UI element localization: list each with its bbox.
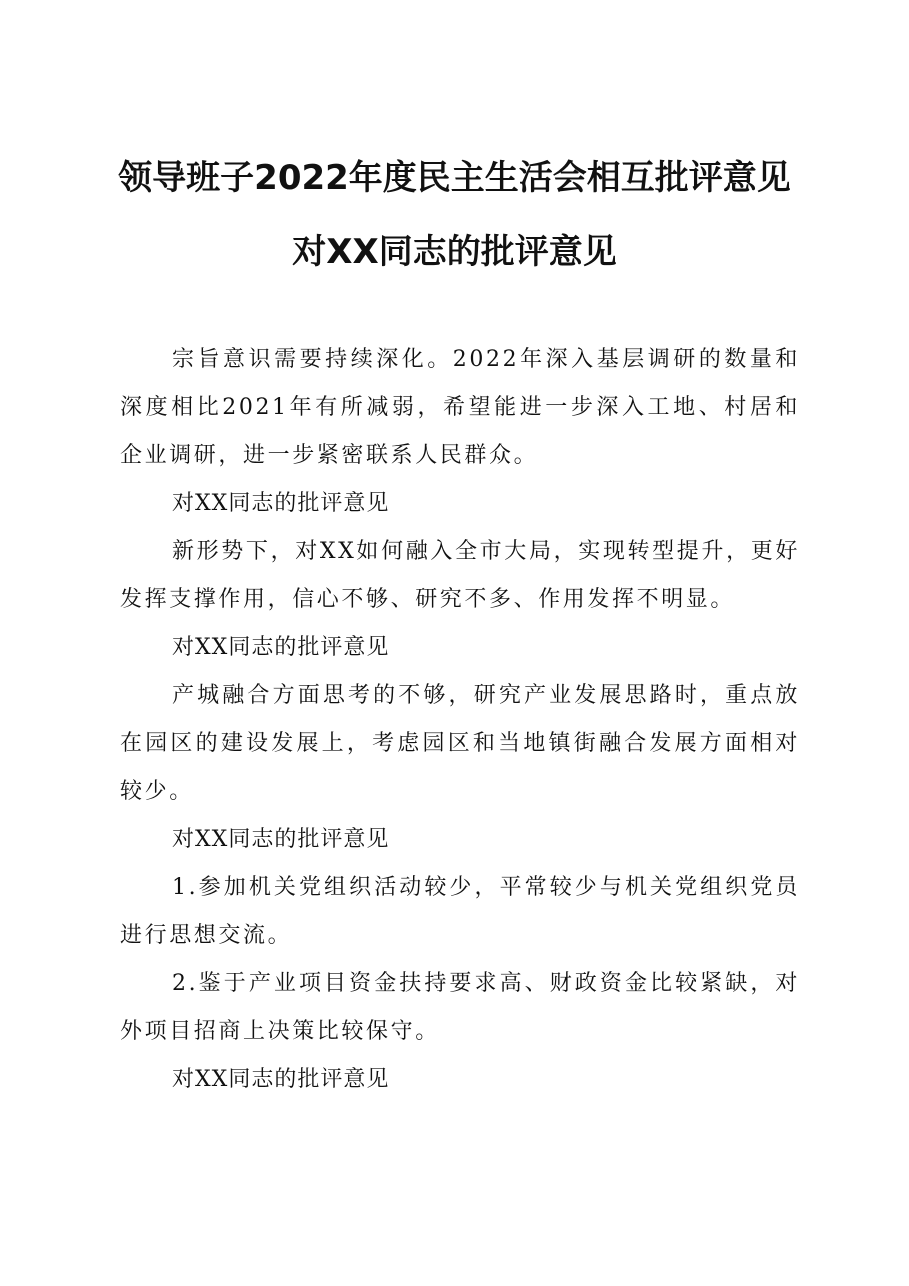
section-heading-1: 对XX同志的批评意见 <box>172 491 390 516</box>
paragraph-3: 产城融合方面思考的不够，研究产业发展思路时，重点放在园区的建设发展上，考虑园区和当地镇街融合发展方面相对较少。 <box>120 683 800 804</box>
document-body <box>120 336 800 1104</box>
paragraph-2: 新形势下，对XX如何融入全市大局，实现转型提升，更好发挥支撑作用，信心不够、研究不多、作用发挥不明显。 <box>120 539 800 612</box>
section-heading-3: 对XX同志的批评意见 <box>172 827 390 852</box>
document-title: 领导班子2022年度民主生活会相互批评意见 <box>118 158 791 198</box>
numbered-item-2: 2.鉴于产业项目资金扶持要求高、财政资金比较紧缺，对外项目招商上决策比较保守。 <box>120 971 800 1044</box>
section-heading-4: 对XX同志的批评意见 <box>172 1067 390 1092</box>
paragraph-1: 宗旨意识需要持续深化。2022年深入基层调研的数量和深度相比2021年有所减弱，希望能进一步深入工地、村居和企业调研，进一步紧密联系人民群众。 <box>120 347 800 468</box>
document-subtitle: 对XX同志的批评意见 <box>292 232 617 272</box>
numbered-item-1: 1.参加机关党组织活动较少，平常较少与机关党组织党员进行思想交流。 <box>120 875 800 948</box>
section-heading-2: 对XX同志的批评意见 <box>172 635 390 660</box>
